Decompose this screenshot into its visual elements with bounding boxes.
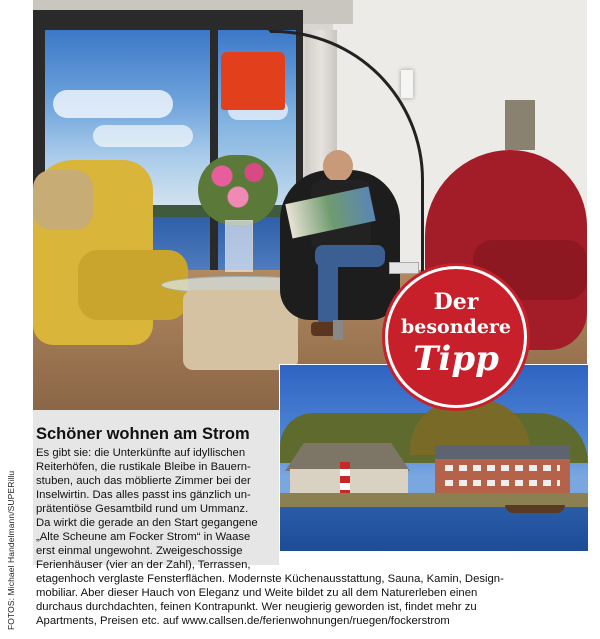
body-line: „Alte Scheune am Focker Strom“ in Waase xyxy=(36,531,251,543)
body-line: Inselwirtin. Das alles passt ins gänzlich un- xyxy=(36,489,251,501)
badge-line-2: besondere xyxy=(400,316,512,338)
body-line: stuben, auch das möblierte Zimmer bei der xyxy=(36,475,251,487)
photo-credit: FOTOS: Michael Handelmann/SUPERillu xyxy=(6,470,16,630)
body-line: mobiliar. Aber dieser Hauch von Eleganz und Weite bildet zu all dem Naturerleben einen xyxy=(36,587,478,599)
body-line: erst einmal ungewohnt. Zweigeschossige xyxy=(36,545,243,557)
body-line: durchaus durchdachten, feinen Kontrapunkt. Wer neugierig geworden ist, findet mehr zu xyxy=(36,601,477,613)
article-headline: Schöner wohnen am Strom xyxy=(36,425,250,443)
body-line: Apartments, Preisen etc. auf www.callsen.de/ferienwohnungen/ruegen/fockerstrom xyxy=(36,615,450,627)
body-line: prätentiöse Gesamtbild rund um Ummanz. xyxy=(36,503,249,515)
body-line: Ferienhäuser (vier an der Zahl), Terrassen, xyxy=(36,559,251,571)
body-line: Da wirkt die gerade an den Start gegangene xyxy=(36,517,258,529)
badge-line-3: Tipp xyxy=(413,339,499,379)
body-line: Reiterhöfen, die rustikale Bleibe in Bauern- xyxy=(36,461,251,473)
body-line: etagenhoch verglaste Fensterflächen. Modernste Küchenausstattung, Sauna, Kamin, Design- xyxy=(36,573,504,585)
badge-line-1: Der xyxy=(433,289,479,315)
body-line: Es gibt sie: die Unterkünfte auf idyllischen xyxy=(36,447,246,459)
tipp-badge xyxy=(388,269,524,405)
